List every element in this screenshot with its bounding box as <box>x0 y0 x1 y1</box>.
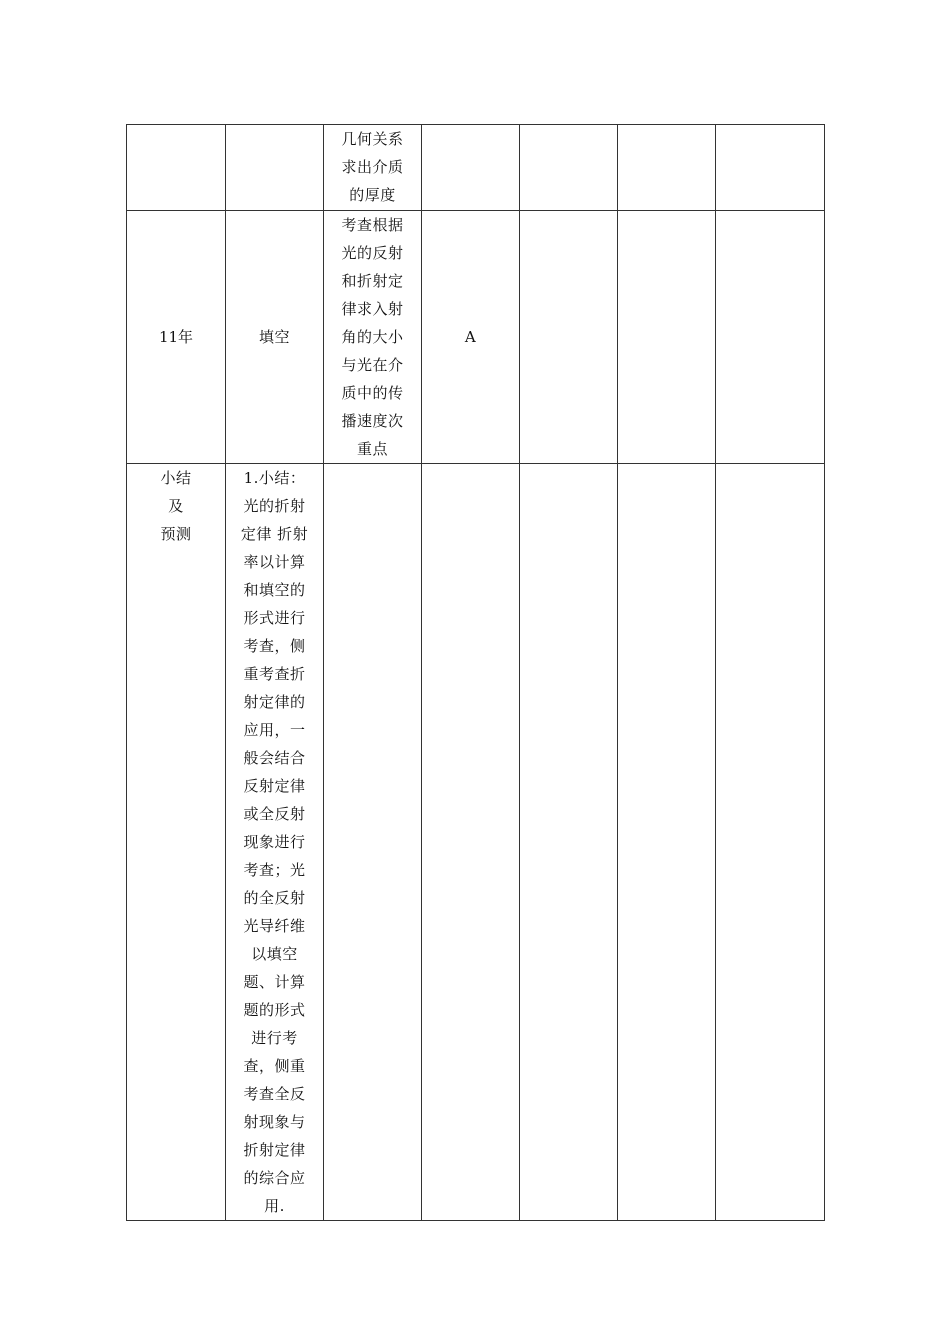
table-row <box>127 464 825 1221</box>
table-cell <box>520 464 618 1221</box>
year-label: 11年 <box>158 328 194 346</box>
table-cell <box>422 211 520 464</box>
table-cell <box>226 211 324 464</box>
table-cell <box>716 125 825 211</box>
exam-analysis-table <box>126 124 825 1221</box>
question-type: 填空 <box>258 328 290 346</box>
analysis-text: 考查根据 光的反射 和折射定 律求入射 角的大小 与光在介 质中的传 播速度次 重点 <box>341 216 404 458</box>
analysis-text: 几何关系 求出介质 的厚度 <box>341 130 404 204</box>
table-cell <box>520 211 618 464</box>
table-row <box>127 125 825 211</box>
table-cell <box>226 464 324 1221</box>
table-cell <box>324 125 422 211</box>
table-cell <box>520 125 618 211</box>
table-cell <box>324 211 422 464</box>
table-cell <box>716 211 825 464</box>
table-cell <box>226 125 324 211</box>
summary-heading: 小结 及 预测 <box>160 469 192 543</box>
table-cell <box>618 211 716 464</box>
table-cell <box>127 125 226 211</box>
summary-text: 1.小结： 光的折射 定律 折射 率以计算 和填空的 形式进行 考查，侧 重考查折 射定律的 应用，一 般会结合 反射定律 或全反射 现象进行 考查；光 的全反射 光导纤维 以填空 题、计算 题的形式 进行考 查，侧重 考查全反 射现象与 折射定律 的综合应 用. <box>240 469 309 1215</box>
table-cell <box>716 464 825 1221</box>
table-cell <box>618 125 716 211</box>
difficulty-level: A <box>464 328 477 346</box>
table-cell <box>127 464 226 1221</box>
table-cell <box>324 464 422 1221</box>
table-cell <box>422 125 520 211</box>
table-cell <box>127 211 226 464</box>
table-row <box>127 211 825 464</box>
table-cell <box>618 464 716 1221</box>
table-cell <box>422 464 520 1221</box>
